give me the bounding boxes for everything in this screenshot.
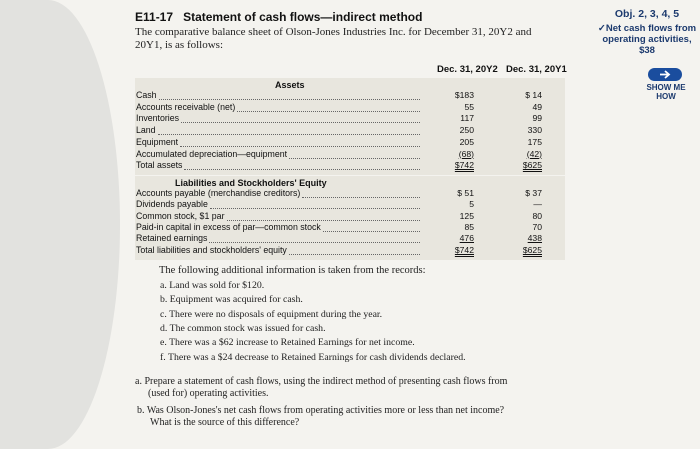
asset-row-value-20y2: 55 [464, 101, 474, 112]
exercise-intro [135, 26, 531, 52]
asset-row-value-20y1: 330 [527, 125, 542, 136]
info-item: e. There was a $62 increase to Retained Earnings for net income. [160, 337, 415, 349]
liability-row-label: Common stock, $1 par [136, 210, 225, 221]
page-curl-shadow [0, 0, 120, 449]
asset-row-value-20y1: 49 [532, 101, 542, 112]
liability-row-value-20y1: 80 [532, 210, 542, 221]
asset-row-label: Accounts receivable (net) [136, 101, 236, 112]
dot-leader [289, 158, 420, 159]
liability-row-value-20y1: $625 [522, 244, 542, 255]
question-a-line-1: a. Prepare a statement of cash flows, using the indirect method of presenting cash flows from [135, 376, 508, 387]
asset-row-value-20y2: (68) [458, 148, 474, 159]
col-header-20y2: Dec. 31, 20Y2 [437, 64, 498, 75]
dot-leader [181, 122, 420, 123]
liability-row-label: Paid-in capital in excess of par—common stock [136, 221, 321, 232]
dot-leader [302, 197, 420, 198]
sidebar-objectives [596, 9, 698, 56]
liability-row-value-20y2: 476 [459, 233, 474, 244]
dot-leader [180, 146, 420, 147]
dot-leader [237, 111, 420, 112]
asset-row-value-20y1: 99 [532, 113, 542, 124]
exercise-heading: Statement of cash flows—indirect method [183, 10, 423, 24]
liability-row-value-20y1: 70 [532, 221, 542, 232]
intro-line-1: The comparative balance sheet of Olson-Jones Industries Inc. for December 31, 20Y2 and [135, 26, 532, 38]
dot-leader [159, 99, 420, 100]
dot-leader [158, 134, 420, 135]
info-item: b. Equipment was acquired for cash. [160, 294, 303, 306]
dot-leader [184, 169, 420, 170]
liability-row-label: Retained earnings [136, 233, 208, 244]
liability-row-value-20y1: — [533, 199, 542, 210]
arrow-right-icon [659, 70, 671, 79]
objectives-label: Obj. 2, 3, 4, 5 [614, 8, 680, 20]
liability-row-value-20y2: 85 [464, 221, 474, 232]
question-a [135, 376, 507, 400]
question-b-line-2: What is the source of this difference? [150, 417, 300, 428]
asset-row-value-20y2: $183 [454, 90, 474, 100]
liability-row-label: Total liabilities and stockholders' equity [136, 244, 287, 255]
intro-line-2: 20Y1, is as follows: [135, 39, 223, 51]
info-lead: The following additional information is taken from the records: [159, 265, 426, 276]
liability-row-value-20y2: $ 51 [457, 188, 474, 198]
asset-row-label: Cash [136, 90, 157, 100]
asset-row-value-20y2: 250 [459, 125, 474, 136]
asset-row-value-20y1: $ 14 [525, 90, 542, 100]
info-item: c. There were no disposals of equipment during the year. [160, 308, 383, 320]
dot-leader [209, 242, 420, 243]
asset-row-value-20y1: $625 [522, 160, 542, 171]
asset-row-value-20y2: $742 [454, 160, 474, 171]
info-item: d. The common stock was issued for cash. [160, 322, 326, 334]
asset-row-label: Equipment [136, 136, 179, 147]
info-item: f. There was a $24 decrease to Retained Earnings for cash dividends declared. [160, 351, 466, 363]
asset-row-label: Total assets [136, 160, 183, 171]
asset-row-label: Inventories [136, 113, 180, 124]
dot-leader [227, 220, 420, 221]
show-me-how-button[interactable] [648, 68, 682, 81]
liability-row-value-20y1: $ 37 [525, 188, 542, 198]
liability-row-value-20y2: 5 [469, 199, 474, 210]
show-me-how-label: SHOW ME HOW [646, 83, 686, 101]
assets-shading [135, 78, 565, 175]
asset-row-value-20y1: (42) [526, 148, 542, 159]
asset-row-value-20y2: 117 [460, 113, 474, 124]
dot-leader [289, 254, 420, 255]
liability-row-label: Accounts payable (merchandise creditors) [136, 188, 301, 198]
dot-leader [323, 231, 420, 232]
liability-row-label: Dividends payable [136, 199, 208, 210]
question-b-line-1: b. Was Olson-Jones's net cash flows from operating activities more or less than net income? [137, 405, 505, 416]
asset-row-value-20y1: 175 [527, 136, 542, 147]
check-figure: ✓Net cash flows from operating activities, $38 [597, 23, 697, 56]
question-b [137, 405, 504, 429]
liabilities-section-title: Liabilities and Stockholders' Equity [175, 178, 327, 188]
asset-row-label: Land [136, 125, 156, 136]
dot-leader [210, 208, 420, 209]
liability-row-value-20y2: $742 [454, 244, 474, 255]
info-item: a. Land was sold for $120. [160, 280, 265, 291]
liability-row-value-20y1: 438 [527, 233, 542, 244]
asset-row-label: Accumulated depreciation—equipment [136, 148, 288, 159]
asset-row-value-20y2: 205 [459, 136, 474, 147]
col-header-20y1: Dec. 31, 20Y1 [506, 64, 567, 75]
exercise-code: E11-17 [135, 10, 174, 24]
assets-section-title: Assets [275, 80, 305, 90]
liability-row-value-20y2: 125 [459, 210, 474, 221]
question-a-line-2: (used for) operating activities. [148, 388, 269, 399]
exercise-title [135, 10, 422, 24]
